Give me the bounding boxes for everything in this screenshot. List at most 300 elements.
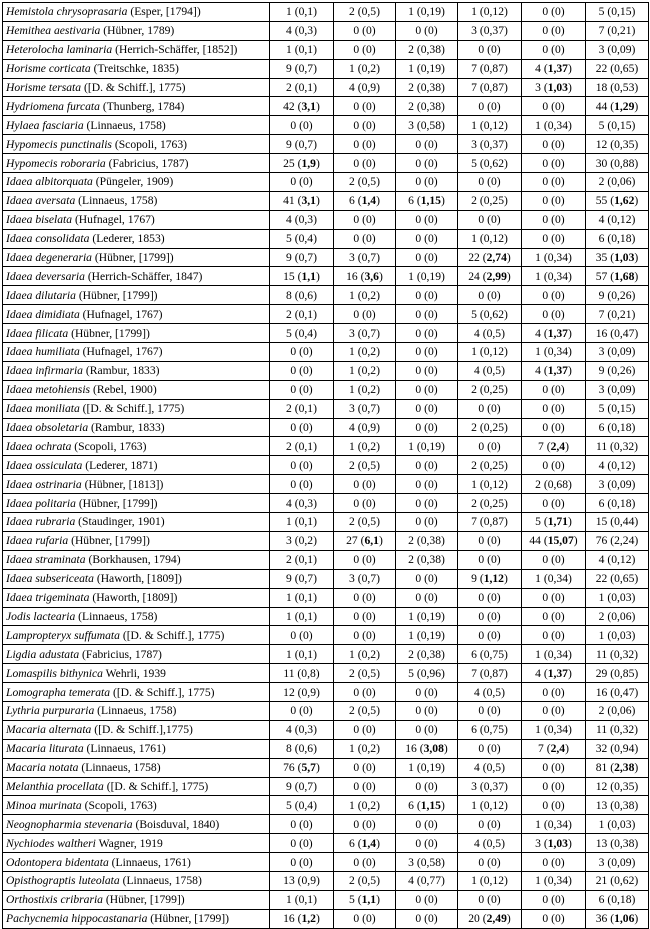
count-cell: 0 (0) bbox=[522, 40, 586, 59]
total-count-cell: 1 (0,03) bbox=[586, 588, 649, 607]
total-count-cell: 44 (1,29) bbox=[586, 97, 649, 116]
genus-name: Lomaspilis bbox=[6, 666, 57, 680]
total-count-cell: 35 (1,03) bbox=[586, 248, 649, 267]
genus-name: Idaea bbox=[6, 402, 33, 416]
species-epithet: lactearia bbox=[33, 609, 76, 623]
count-cell: 1 (0,12) bbox=[458, 871, 522, 890]
species-authority: ([D. & Schiff.],1775) bbox=[94, 723, 193, 737]
species-binomial bbox=[6, 327, 68, 340]
genus-name: Jodis bbox=[6, 609, 31, 623]
count-cell: 5 (1,71) bbox=[522, 513, 586, 532]
table-row bbox=[3, 683, 649, 702]
highlighted-value: 1,4 bbox=[361, 836, 377, 850]
species-cell bbox=[3, 701, 270, 720]
count-cell: 4 (0,77) bbox=[396, 871, 458, 890]
species-authority: (Haworth, [1809]) bbox=[92, 591, 178, 605]
count-cell: 0 (0) bbox=[334, 21, 396, 40]
species-authority: (Hufnagel, 1767) bbox=[82, 345, 163, 359]
count-cell: 0 (0) bbox=[396, 683, 458, 702]
table-row bbox=[3, 871, 649, 890]
species-cell bbox=[3, 456, 270, 475]
species-epithet: ochrata bbox=[35, 439, 72, 453]
total-count-cell: 2 (0,06) bbox=[586, 173, 649, 192]
count-cell: 1 (0,34) bbox=[522, 569, 586, 588]
species-cell bbox=[3, 871, 270, 890]
count-cell: 0 (0) bbox=[334, 909, 396, 928]
species-authority: Wagner, 1919 bbox=[98, 836, 163, 850]
total-count-cell: 6 (0,18) bbox=[586, 494, 649, 513]
table-row bbox=[3, 116, 649, 135]
count-cell: 0 (0) bbox=[334, 720, 396, 739]
species-authority: (Hübner, [1799]) bbox=[71, 326, 150, 340]
highlighted-value: 3,6 bbox=[364, 269, 379, 283]
species-binomial bbox=[6, 667, 103, 680]
table-row bbox=[3, 758, 649, 777]
total-count-cell: 9 (0,26) bbox=[586, 286, 649, 305]
count-cell: 2 (0,1) bbox=[270, 399, 334, 418]
count-cell: 2 (0,5) bbox=[334, 173, 396, 192]
count-cell: 42 (3,1) bbox=[270, 97, 334, 116]
genus-name: Opisthograptis bbox=[6, 874, 76, 888]
species-epithet: hippocastanaria bbox=[71, 912, 148, 926]
highlighted-value: 2,49 bbox=[486, 912, 507, 926]
count-cell: 0 (0) bbox=[334, 40, 396, 59]
total-count-cell: 6 (0,18) bbox=[586, 418, 649, 437]
species-binomial bbox=[6, 893, 103, 906]
count-cell: 2 (0,1) bbox=[270, 437, 334, 456]
species-epithet: politaria bbox=[35, 496, 76, 510]
count-cell: 0 (0) bbox=[396, 777, 458, 796]
count-cell: 1 (0,34) bbox=[522, 815, 586, 834]
species-cell bbox=[3, 229, 270, 248]
count-cell: 2 (0,1) bbox=[270, 78, 334, 97]
species-binomial bbox=[6, 81, 81, 94]
species-authority: (Linnaeus, 1758) bbox=[97, 704, 177, 718]
count-cell: 1 (0,34) bbox=[522, 116, 586, 135]
count-cell: 0 (0) bbox=[522, 418, 586, 437]
count-cell: 4 (0,3) bbox=[270, 210, 334, 229]
count-cell: 4 (0,3) bbox=[270, 720, 334, 739]
species-epithet: dilutaria bbox=[35, 288, 76, 302]
species-epithet: luteolata bbox=[78, 874, 120, 888]
total-count-cell: 22 (0,65) bbox=[586, 569, 649, 588]
table-row bbox=[3, 361, 649, 380]
species-epithet: waltheri bbox=[57, 836, 96, 850]
count-cell: 1 (0,19) bbox=[396, 3, 458, 22]
count-cell: 0 (0) bbox=[522, 890, 586, 909]
species-binomial bbox=[6, 704, 94, 717]
count-cell: 1 (0,34) bbox=[522, 645, 586, 664]
table-row bbox=[3, 550, 649, 569]
count-cell: 0 (0) bbox=[458, 437, 522, 456]
count-cell: 2 (0,25) bbox=[458, 380, 522, 399]
table-row bbox=[3, 777, 649, 796]
species-authority: (Herrich-Schäffer, [1852]) bbox=[115, 43, 238, 57]
count-cell: 0 (0) bbox=[334, 853, 396, 872]
count-cell: 6 (1,4) bbox=[334, 191, 396, 210]
count-cell: 0 (0) bbox=[522, 758, 586, 777]
species-cell bbox=[3, 380, 270, 399]
count-cell: 5 (0,4) bbox=[270, 324, 334, 343]
count-cell: 0 (0) bbox=[396, 701, 458, 720]
species-epithet: trigeminata bbox=[35, 591, 90, 605]
count-cell: 1 (0,1) bbox=[270, 588, 334, 607]
total-count-cell: 11 (0,32) bbox=[586, 645, 649, 664]
count-cell: 6 (1,4) bbox=[334, 834, 396, 853]
count-cell: 7 (2,4) bbox=[522, 739, 586, 758]
count-cell: 0 (0) bbox=[396, 909, 458, 928]
species-authority: (Esper, [1794]) bbox=[130, 5, 201, 19]
table-row bbox=[3, 380, 649, 399]
species-authority: (Herrich-Schäffer, 1847) bbox=[87, 269, 203, 283]
count-cell: 44 (15,07) bbox=[522, 531, 586, 550]
count-cell: 41 (3,1) bbox=[270, 191, 334, 210]
table-row bbox=[3, 229, 649, 248]
species-binomial bbox=[6, 837, 96, 850]
genus-name: Idaea bbox=[6, 496, 33, 510]
species-epithet: murinata bbox=[39, 798, 82, 812]
count-cell: 0 (0) bbox=[522, 154, 586, 173]
genus-name: Idaea bbox=[6, 477, 33, 491]
species-epithet: punctinalis bbox=[60, 137, 112, 151]
count-cell: 4 (1,37) bbox=[522, 361, 586, 380]
count-cell: 0 (0) bbox=[270, 701, 334, 720]
genus-name: Idaea bbox=[6, 364, 33, 378]
count-cell: 4 (0,9) bbox=[334, 78, 396, 97]
species-authority: (Hübner, 1789) bbox=[103, 24, 175, 38]
highlighted-value: 1,37 bbox=[547, 326, 568, 340]
species-authority: Wehrli, 1939 bbox=[105, 666, 166, 680]
table-row bbox=[3, 191, 649, 210]
species-binomial bbox=[6, 175, 93, 188]
species-epithet: straminata bbox=[35, 553, 86, 567]
count-cell: 0 (0) bbox=[522, 588, 586, 607]
table-row bbox=[3, 626, 649, 645]
species-cell bbox=[3, 475, 270, 494]
count-cell: 1 (0,1) bbox=[270, 890, 334, 909]
genus-name: Macaria bbox=[6, 742, 46, 756]
genus-name: Hypomecis bbox=[6, 156, 58, 170]
count-cell: 4 (0,5) bbox=[458, 361, 522, 380]
highlighted-value: 1,37 bbox=[547, 364, 568, 378]
highlighted-value: 2,4 bbox=[550, 439, 566, 453]
count-cell: 0 (0) bbox=[522, 909, 586, 928]
highlighted-value: 1,62 bbox=[614, 194, 635, 208]
species-binomial bbox=[6, 723, 91, 736]
species-binomial bbox=[6, 799, 82, 812]
count-cell: 0 (0) bbox=[396, 305, 458, 324]
species-epithet: roboraria bbox=[60, 156, 106, 170]
count-cell: 1 (0,2) bbox=[334, 343, 396, 362]
count-cell: 0 (0) bbox=[396, 135, 458, 154]
species-authority: (Boisduval, 1840) bbox=[135, 817, 220, 831]
count-cell: 3 (0,7) bbox=[334, 324, 396, 343]
count-cell: 1 (0,12) bbox=[458, 475, 522, 494]
count-cell: 15 (1,1) bbox=[270, 267, 334, 286]
highlighted-value: 1,06 bbox=[614, 912, 635, 926]
count-cell: 0 (0) bbox=[458, 97, 522, 116]
highlighted-value: 2,4 bbox=[550, 742, 566, 756]
species-cell bbox=[3, 664, 270, 683]
species-binomial bbox=[6, 686, 110, 699]
genus-name: Horisme bbox=[6, 81, 46, 94]
count-cell: 0 (0) bbox=[522, 550, 586, 569]
species-cell bbox=[3, 890, 270, 909]
count-cell: 0 (0) bbox=[458, 399, 522, 418]
species-cell bbox=[3, 324, 270, 343]
count-cell: 3 (0,37) bbox=[458, 135, 522, 154]
species-cell bbox=[3, 210, 270, 229]
count-cell: 5 (1,1) bbox=[334, 890, 396, 909]
table-row bbox=[3, 59, 649, 78]
count-cell: 0 (0) bbox=[334, 210, 396, 229]
total-count-cell: 2 (0,06) bbox=[586, 701, 649, 720]
count-cell: 3 (0,58) bbox=[396, 853, 458, 872]
count-cell: 8 (0,6) bbox=[270, 286, 334, 305]
species-authority: (Hübner, [1813]) bbox=[84, 477, 164, 491]
species-authority: (Thunberg, 1784) bbox=[102, 99, 185, 113]
count-cell: 0 (0) bbox=[396, 720, 458, 739]
highlighted-value: 5,7 bbox=[301, 761, 316, 775]
highlighted-value: 1,03 bbox=[614, 251, 635, 265]
highlighted-value: 1,9 bbox=[301, 156, 316, 170]
count-cell: 3 (0,7) bbox=[334, 569, 396, 588]
species-binomial bbox=[6, 553, 86, 566]
species-epithet: metohiensis bbox=[35, 383, 91, 397]
count-cell: 0 (0) bbox=[334, 154, 396, 173]
total-count-cell: 32 (0,94) bbox=[586, 739, 649, 758]
count-cell: 2 (0,38) bbox=[396, 40, 458, 59]
highlighted-value: 2,38 bbox=[614, 761, 635, 775]
count-cell: 4 (0,5) bbox=[458, 683, 522, 702]
total-count-cell: 18 (0,53) bbox=[586, 78, 649, 97]
species-epithet: bidentata bbox=[64, 855, 109, 869]
count-cell: 22 (2,74) bbox=[458, 248, 522, 267]
genus-name: Idaea bbox=[6, 345, 33, 359]
species-cell bbox=[3, 97, 270, 116]
count-cell: 0 (0) bbox=[334, 494, 396, 513]
count-cell: 4 (0,3) bbox=[270, 21, 334, 40]
count-cell: 6 (0,75) bbox=[458, 645, 522, 664]
species-authority: (Linnaeus, 1758) bbox=[81, 761, 161, 775]
count-cell: 1 (0,19) bbox=[396, 626, 458, 645]
count-cell: 0 (0) bbox=[396, 890, 458, 909]
species-authority: ([D. & Schiff.], 1775) bbox=[83, 81, 186, 94]
count-cell: 7 (0,87) bbox=[458, 59, 522, 78]
species-binomial bbox=[6, 138, 112, 151]
species-cell bbox=[3, 777, 270, 796]
species-cell bbox=[3, 626, 270, 645]
species-authority: (Fabricius, 1787) bbox=[108, 156, 189, 170]
count-cell: 0 (0) bbox=[334, 305, 396, 324]
genus-name: Idaea bbox=[6, 232, 33, 246]
species-authority: (Haworth, [1809]) bbox=[96, 572, 182, 586]
count-cell: 16 (3,08) bbox=[396, 739, 458, 758]
table-row bbox=[3, 720, 649, 739]
highlighted-value: 1,1 bbox=[361, 893, 377, 907]
count-cell: 2 (0,5) bbox=[334, 664, 396, 683]
count-cell: 0 (0) bbox=[334, 588, 396, 607]
count-cell: 0 (0) bbox=[334, 683, 396, 702]
table-row bbox=[3, 40, 649, 59]
count-cell: 2 (0,38) bbox=[396, 645, 458, 664]
highlighted-value: 6,1 bbox=[364, 534, 379, 548]
highlighted-value: 15,07 bbox=[547, 534, 574, 548]
count-cell: 1 (0,2) bbox=[334, 361, 396, 380]
species-authority: (Hübner, [1799]) bbox=[71, 534, 150, 548]
count-cell: 0 (0) bbox=[396, 286, 458, 305]
species-binomial bbox=[6, 912, 147, 925]
count-cell: 0 (0) bbox=[396, 513, 458, 532]
highlighted-value: 1,37 bbox=[547, 62, 568, 76]
species-authority: (Lederer, 1853) bbox=[92, 232, 165, 246]
count-cell: 0 (0) bbox=[458, 607, 522, 626]
total-count-cell: 76 (2,24) bbox=[586, 531, 649, 550]
count-cell: 0 (0) bbox=[270, 626, 334, 645]
count-cell: 3 (0,7) bbox=[334, 399, 396, 418]
species-cell bbox=[3, 588, 270, 607]
species-binomial bbox=[6, 364, 83, 377]
species-epithet: liturata bbox=[48, 742, 84, 756]
genus-name: Macaria bbox=[6, 723, 46, 737]
count-cell: 0 (0) bbox=[396, 494, 458, 513]
species-binomial bbox=[6, 572, 94, 585]
species-binomial bbox=[6, 818, 133, 831]
species-authority: (Rambur, 1833) bbox=[91, 421, 165, 435]
count-cell: 0 (0) bbox=[334, 475, 396, 494]
total-count-cell: 4 (0,12) bbox=[586, 210, 649, 229]
count-cell: 3 (0,37) bbox=[458, 21, 522, 40]
species-epithet: dimidiata bbox=[35, 307, 80, 321]
count-cell: 1 (0,1) bbox=[270, 607, 334, 626]
count-cell: 0 (0) bbox=[522, 97, 586, 116]
count-cell: 0 (0) bbox=[522, 683, 586, 702]
genus-name: Hemistola bbox=[6, 5, 54, 19]
count-cell: 4 (0,9) bbox=[334, 418, 396, 437]
total-count-cell: 29 (0,85) bbox=[586, 664, 649, 683]
species-cell bbox=[3, 267, 270, 286]
count-cell: 1 (0,12) bbox=[458, 796, 522, 815]
count-cell: 1 (0,2) bbox=[334, 796, 396, 815]
count-cell: 6 (1,15) bbox=[396, 796, 458, 815]
species-cell bbox=[3, 853, 270, 872]
genus-name: Idaea bbox=[6, 421, 33, 435]
count-cell: 1 (0,12) bbox=[458, 343, 522, 362]
count-cell: 0 (0) bbox=[396, 456, 458, 475]
species-cell bbox=[3, 21, 270, 40]
count-cell: 9 (0,7) bbox=[270, 248, 334, 267]
count-cell: 1 (0,12) bbox=[458, 3, 522, 22]
total-count-cell: 13 (0,38) bbox=[586, 796, 649, 815]
count-cell: 0 (0) bbox=[522, 21, 586, 40]
count-cell: 2 (0,38) bbox=[396, 78, 458, 97]
total-count-cell: 3 (0,09) bbox=[586, 40, 649, 59]
highlighted-value: 1,1 bbox=[301, 269, 316, 283]
species-cell bbox=[3, 78, 270, 97]
count-cell: 0 (0) bbox=[522, 494, 586, 513]
table-row bbox=[3, 154, 649, 173]
species-binomial bbox=[6, 24, 100, 37]
count-cell: 0 (0) bbox=[334, 116, 396, 135]
species-binomial bbox=[6, 874, 120, 887]
table-row bbox=[3, 305, 649, 324]
species-cell bbox=[3, 909, 270, 928]
count-cell: 8 (0,6) bbox=[270, 739, 334, 758]
count-cell: 1 (0,2) bbox=[334, 59, 396, 78]
genus-name: Idaea bbox=[6, 534, 33, 548]
count-cell: 0 (0) bbox=[270, 475, 334, 494]
table-row bbox=[3, 97, 649, 116]
count-cell: 1 (0,1) bbox=[270, 3, 334, 22]
count-cell: 6 (1,15) bbox=[396, 191, 458, 210]
species-cell bbox=[3, 59, 270, 78]
species-cell bbox=[3, 343, 270, 362]
count-cell: 0 (0) bbox=[522, 456, 586, 475]
table-row bbox=[3, 815, 649, 834]
species-cell bbox=[3, 815, 270, 834]
species-authority: (Scopoli, 1763) bbox=[114, 137, 187, 151]
count-cell: 9 (0,7) bbox=[270, 569, 334, 588]
species-binomial bbox=[6, 62, 91, 75]
count-cell: 0 (0) bbox=[396, 380, 458, 399]
highlighted-value: 1,2 bbox=[301, 912, 316, 926]
count-cell: 6 (0,75) bbox=[458, 720, 522, 739]
count-cell: 1 (0,12) bbox=[458, 116, 522, 135]
species-authority: (Püngeler, 1909) bbox=[95, 175, 174, 189]
species-authority: (Rebel, 1900) bbox=[92, 383, 157, 397]
species-abundance-table bbox=[2, 2, 649, 929]
count-cell: 0 (0) bbox=[522, 135, 586, 154]
table-body bbox=[3, 3, 649, 929]
total-count-cell: 6 (0,18) bbox=[586, 890, 649, 909]
table-row bbox=[3, 286, 649, 305]
count-cell: 0 (0) bbox=[396, 361, 458, 380]
total-count-cell: 3 (0,09) bbox=[586, 475, 649, 494]
count-cell: 1 (0,1) bbox=[270, 513, 334, 532]
count-cell: 4 (0,5) bbox=[458, 324, 522, 343]
count-cell: 1 (0,1) bbox=[270, 40, 334, 59]
genus-name: Nychiodes bbox=[6, 836, 55, 850]
genus-name: Idaea bbox=[6, 269, 33, 283]
count-cell: 0 (0) bbox=[458, 286, 522, 305]
count-cell: 0 (0) bbox=[522, 853, 586, 872]
table-row bbox=[3, 78, 649, 97]
count-cell: 2 (0,1) bbox=[270, 550, 334, 569]
species-binomial bbox=[6, 383, 90, 396]
genus-name: Idaea bbox=[6, 572, 33, 586]
species-binomial bbox=[6, 157, 106, 170]
species-authority: (Rambur, 1833) bbox=[85, 364, 160, 378]
species-epithet: rufaria bbox=[35, 534, 69, 548]
count-cell: 4 (1,37) bbox=[522, 59, 586, 78]
count-cell: 7 (0,87) bbox=[458, 664, 522, 683]
genus-name: Heterolocha bbox=[6, 43, 64, 57]
species-epithet: rubraria bbox=[35, 515, 76, 529]
highlighted-value: 2,99 bbox=[486, 269, 507, 283]
species-binomial bbox=[6, 497, 76, 510]
species-epithet: tersata bbox=[48, 81, 82, 94]
count-cell: 0 (0) bbox=[522, 3, 586, 22]
species-cell bbox=[3, 173, 270, 192]
total-count-cell: 21 (0,62) bbox=[586, 871, 649, 890]
total-count-cell: 1 (0,03) bbox=[586, 815, 649, 834]
total-count-cell: 12 (0,35) bbox=[586, 135, 649, 154]
genus-name: Hydriomena bbox=[6, 99, 64, 113]
count-cell: 0 (0) bbox=[270, 815, 334, 834]
count-cell: 1 (0,34) bbox=[522, 267, 586, 286]
species-authority: (Hübner, [1799]) bbox=[78, 288, 158, 302]
species-authority: (Borkhausen, 1794) bbox=[88, 553, 181, 567]
